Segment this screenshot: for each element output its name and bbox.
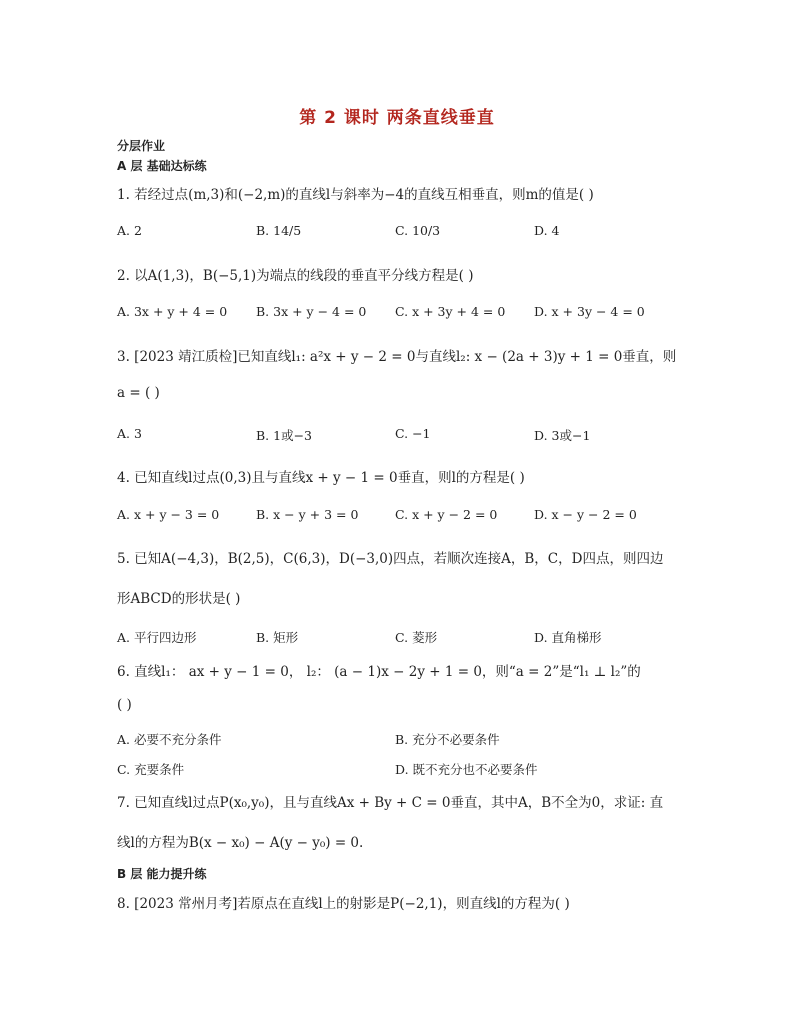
q6-option-b: B. 充分不必要条件 (395, 732, 500, 747)
question-5-stem-cont: 形ABCD的形状是( ) (117, 591, 241, 607)
q3-option-d: D. 3或−1 (534, 428, 591, 443)
q1-option-c: C. 10/3 (395, 223, 441, 238)
q2-option-c: C. x + 3y + 4 = 0 (395, 304, 506, 319)
question-6-stem-cont: ( ) (117, 697, 132, 713)
question-6-stem: 6. 直线l₁： ax + y − 1 = 0， l₂： (a − 1)x − 2y + 1 = 0，则“a = 2”是“l₁ ⊥ l₂”的 (117, 664, 641, 680)
section-a-heading: A 层 基础达标练 (117, 159, 207, 173)
question-4-stem: 4. 已知直线l过点(0,3)且与直线x + y − 1 = 0垂直，则l的方程是( ) (117, 470, 525, 486)
q6-option-c: C. 充要条件 (117, 762, 185, 777)
q1-option-d: D. 4 (534, 223, 560, 238)
q2-option-b: B. 3x + y − 4 = 0 (256, 304, 367, 319)
question-2-stem: 2. 以A(1,3)，B(−5,1)为端点的线段的垂直平分线方程是( ) (117, 268, 474, 284)
question-7-stem-cont: 线l的方程为B(x − x₀) − A(y − y₀) = 0. (117, 835, 364, 851)
q4-option-a: A. x + y − 3 = 0 (117, 507, 220, 522)
page-title: 第 2 课时 两条直线垂直 (299, 108, 495, 128)
q1-option-a: A. 2 (117, 223, 142, 238)
q4-option-b: B. x − y + 3 = 0 (256, 507, 359, 522)
q6-option-a: A. 必要不充分条件 (117, 732, 222, 747)
q3-option-a: A. 3 (117, 426, 142, 441)
question-3-stem-cont: a = ( ) (117, 385, 160, 401)
section-b-heading: B 层 能力提升练 (117, 867, 207, 881)
q1-option-b: B. 14/5 (256, 223, 302, 238)
q5-option-a: A. 平行四边形 (117, 630, 197, 645)
question-8-stem: 8. [2023 常州月考]若原点在直线l上的射影是P(−2,1)，则直线l的方程为( ) (117, 896, 570, 912)
question-3-stem: 3. [2023 靖江质检]已知直线l₁: a²x + y − 2 = 0与直线l₂: x − (2a + 3)y + 1 = 0垂直，则 (117, 349, 677, 365)
q3-option-b: B. 1或−3 (256, 428, 313, 443)
question-5-stem: 5. 已知A(−4,3)，B(2,5)，C(6,3)，D(−3,0)四点，若顺次连接A，B，C，D四点，则四边 (117, 551, 664, 567)
q5-option-c: C. 菱形 (395, 630, 438, 645)
q3-option-c: C. −1 (395, 426, 431, 441)
q2-option-a: A. 3x + y + 4 = 0 (117, 304, 228, 319)
homework-header: 分层作业 (117, 139, 166, 153)
q6-option-d: D. 既不充分也不必要条件 (395, 762, 538, 777)
question-1-stem: 1. 若经过点(m,3)和(−2,m)的直线l与斜率为−4的直线互相垂直，则m的值是( ) (117, 187, 594, 203)
question-7-stem: 7. 已知直线l过点P(x₀,y₀)，且与直线Ax + By + C = 0垂直，其中A，B不全为0，求证: 直 (117, 795, 664, 811)
q5-option-d: D. 直角梯形 (534, 630, 602, 645)
q4-option-d: D. x − y − 2 = 0 (534, 507, 637, 522)
q4-option-c: C. x + y − 2 = 0 (395, 507, 498, 522)
q5-option-b: B. 矩形 (256, 630, 299, 645)
q2-option-d: D. x + 3y − 4 = 0 (534, 304, 645, 319)
